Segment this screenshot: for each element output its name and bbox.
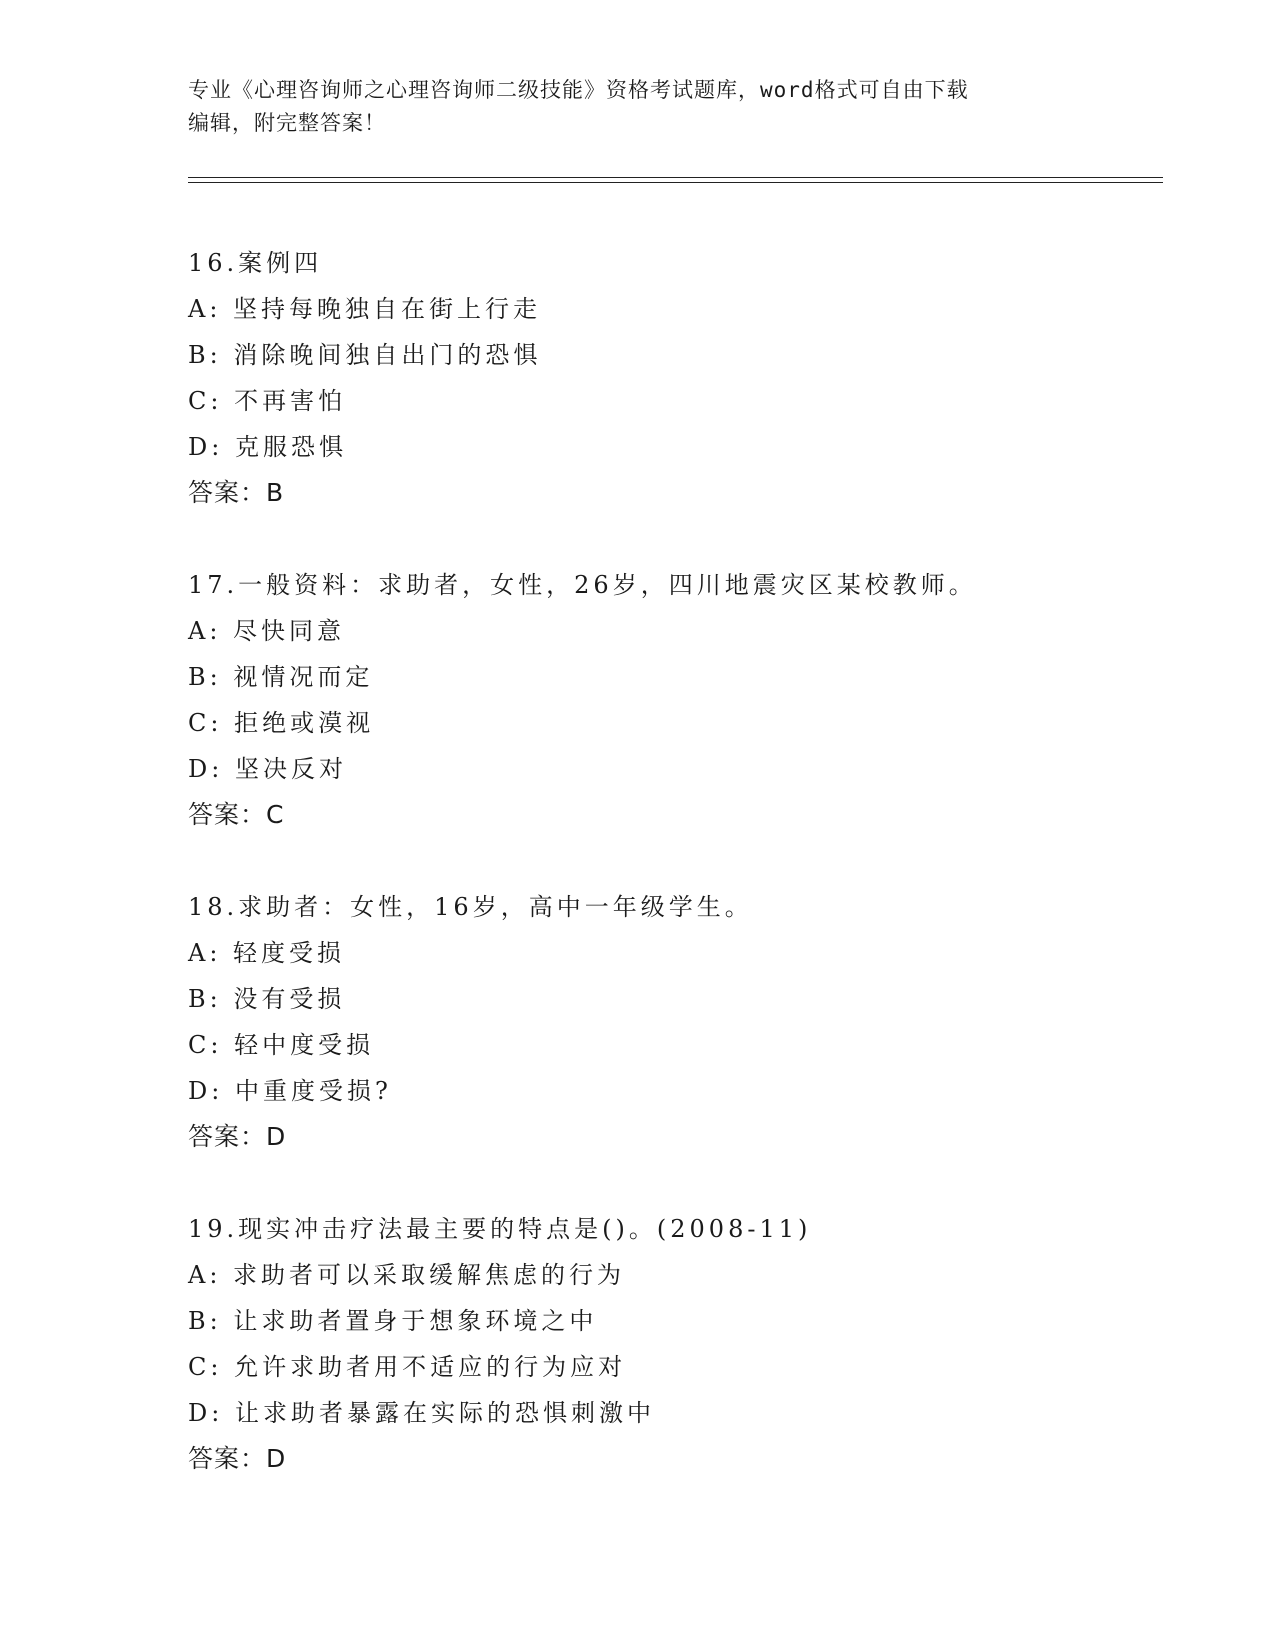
option-c: C: 轻中度受损 xyxy=(188,1031,375,1059)
option-a: A: 轻度受损 xyxy=(188,939,346,967)
option-c: C: 拒绝或漠视 xyxy=(188,709,375,737)
option-c: C: 允许求助者用不适应的行为应对 xyxy=(188,1353,627,1381)
header-divider-top xyxy=(188,177,1163,178)
header-line-2: 编辑，附完整答案！ xyxy=(188,111,386,135)
header-line-1: 专业《心理咨询师之心理咨询师二级技能》资格考试题库，word格式可自由下载 xyxy=(188,78,969,102)
option-a: A: 尽快同意 xyxy=(188,617,346,645)
option-a: A: 坚持每晚独自在街上行走 xyxy=(188,295,542,323)
answer: 答案：B xyxy=(188,478,285,507)
question-stem: 17.一般资料：求助者，女性，26岁，四川地震灾区某校教师。 xyxy=(188,571,977,599)
question-19 xyxy=(188,1206,1138,1482)
option-d: D: 克服恐惧 xyxy=(188,433,347,461)
document-header xyxy=(188,74,1088,140)
option-d: D: 中重度受损? xyxy=(188,1077,392,1105)
question-16 xyxy=(188,240,1138,516)
option-b: B: 让求助者置身于想象环境之中 xyxy=(188,1307,598,1335)
question-stem: 16.案例四 xyxy=(188,249,323,277)
option-b: B: 没有受损 xyxy=(188,985,346,1013)
answer: 答案：D xyxy=(188,1122,287,1151)
question-stem: 18.求助者：女性，16岁，高中一年级学生。 xyxy=(188,893,753,921)
question-18 xyxy=(188,884,1138,1160)
option-d: D: 让求助者暴露在实际的恐惧刺激中 xyxy=(188,1399,655,1427)
option-a: A: 求助者可以采取缓解焦虑的行为 xyxy=(188,1261,626,1289)
question-17 xyxy=(188,562,1138,838)
answer: 答案：D xyxy=(188,1444,287,1473)
option-b: B: 视情况而定 xyxy=(188,663,374,691)
option-c: C: 不再害怕 xyxy=(188,387,347,415)
header-divider-bottom xyxy=(188,182,1163,183)
option-d: D: 坚决反对 xyxy=(188,755,347,783)
answer: 答案：C xyxy=(188,800,285,829)
question-stem: 19.现实冲击疗法最主要的特点是()。(2008-11) xyxy=(188,1215,812,1243)
option-b: B: 消除晚间独自出门的恐惧 xyxy=(188,341,542,369)
